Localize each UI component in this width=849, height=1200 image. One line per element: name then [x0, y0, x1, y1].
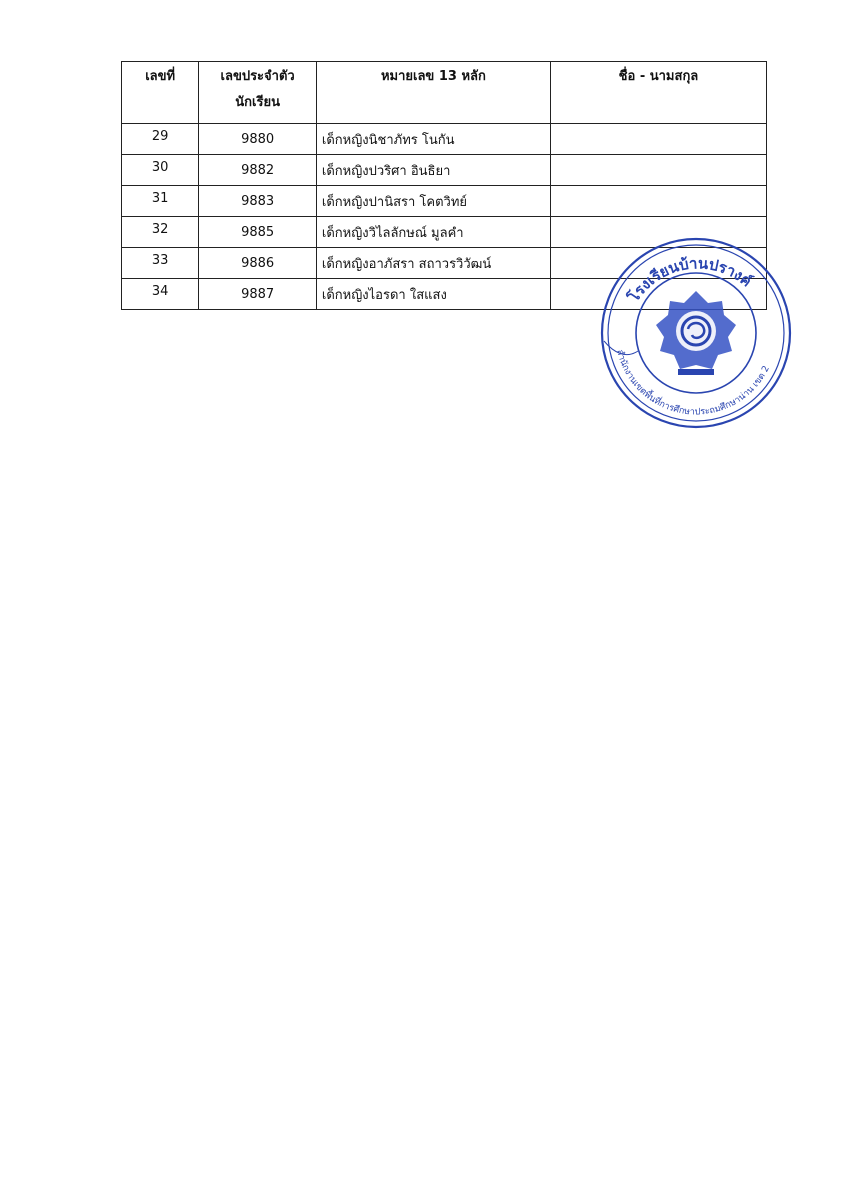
row-student-id: 9886: [199, 248, 317, 279]
row-no: [122, 124, 199, 155]
header-student-id-line2: นักเรียน: [235, 95, 280, 110]
row-name: เด็กหญิงปวริศา อินธิยา: [316, 155, 550, 186]
row-student-id: 9887: [199, 279, 317, 310]
header-id13: หมายเลข 13 หลัก: [316, 62, 550, 124]
stamp-top-text: โรงเรียนบ้านปรางค์: [624, 254, 756, 306]
row-fullname: [550, 155, 766, 186]
row-no-text: 29: [151, 128, 169, 144]
row-student-id: 9882: [199, 155, 317, 186]
row-no: [122, 186, 199, 217]
row-name: เด็กหญิงนิชาภัทร โนกัน: [316, 124, 550, 155]
row-no-text: 30: [151, 159, 169, 175]
table-row: [122, 155, 767, 186]
row-name: เด็กหญิงปานิสรา โคตวิทย์: [316, 186, 550, 217]
row-name: เด็กหญิงไอรดา ใสแสง: [316, 279, 550, 310]
row-student-id: 9883: [199, 186, 317, 217]
row-no-text: 32: [151, 221, 169, 237]
header-fullname: ชื่อ - นามสกุล: [550, 62, 766, 124]
row-no: [122, 217, 199, 248]
stamp-bottom-text: สำนักงานเขตพื้นที่การศึกษาประถมศึกษาน่าน เขต 2: [614, 348, 772, 418]
row-no-text: 31: [151, 190, 169, 206]
row-no: [122, 279, 199, 310]
table-row: [122, 186, 767, 217]
row-student-id: 9885: [199, 217, 317, 248]
row-fullname: [550, 124, 766, 155]
school-stamp-icon: [596, 233, 796, 433]
row-no-text: 33: [151, 252, 169, 268]
row-name: เด็กหญิงอาภัสรา สถาวรวิวัฒน์: [316, 248, 550, 279]
table-row: [122, 124, 767, 155]
table-header-row: [122, 62, 767, 124]
header-student-id-line1: เลขประจำตัว: [220, 69, 295, 84]
row-no-text: 34: [151, 283, 169, 299]
row-name: เด็กหญิงวิไลลักษณ์ มูลคำ: [316, 217, 550, 248]
row-no: [122, 248, 199, 279]
header-student-id: [199, 62, 317, 124]
stamp-emblem-icon: [656, 291, 736, 375]
row-no: [122, 155, 199, 186]
row-student-id: 9880: [199, 124, 317, 155]
header-no: เลขที่: [122, 62, 199, 124]
row-fullname: [550, 186, 766, 217]
